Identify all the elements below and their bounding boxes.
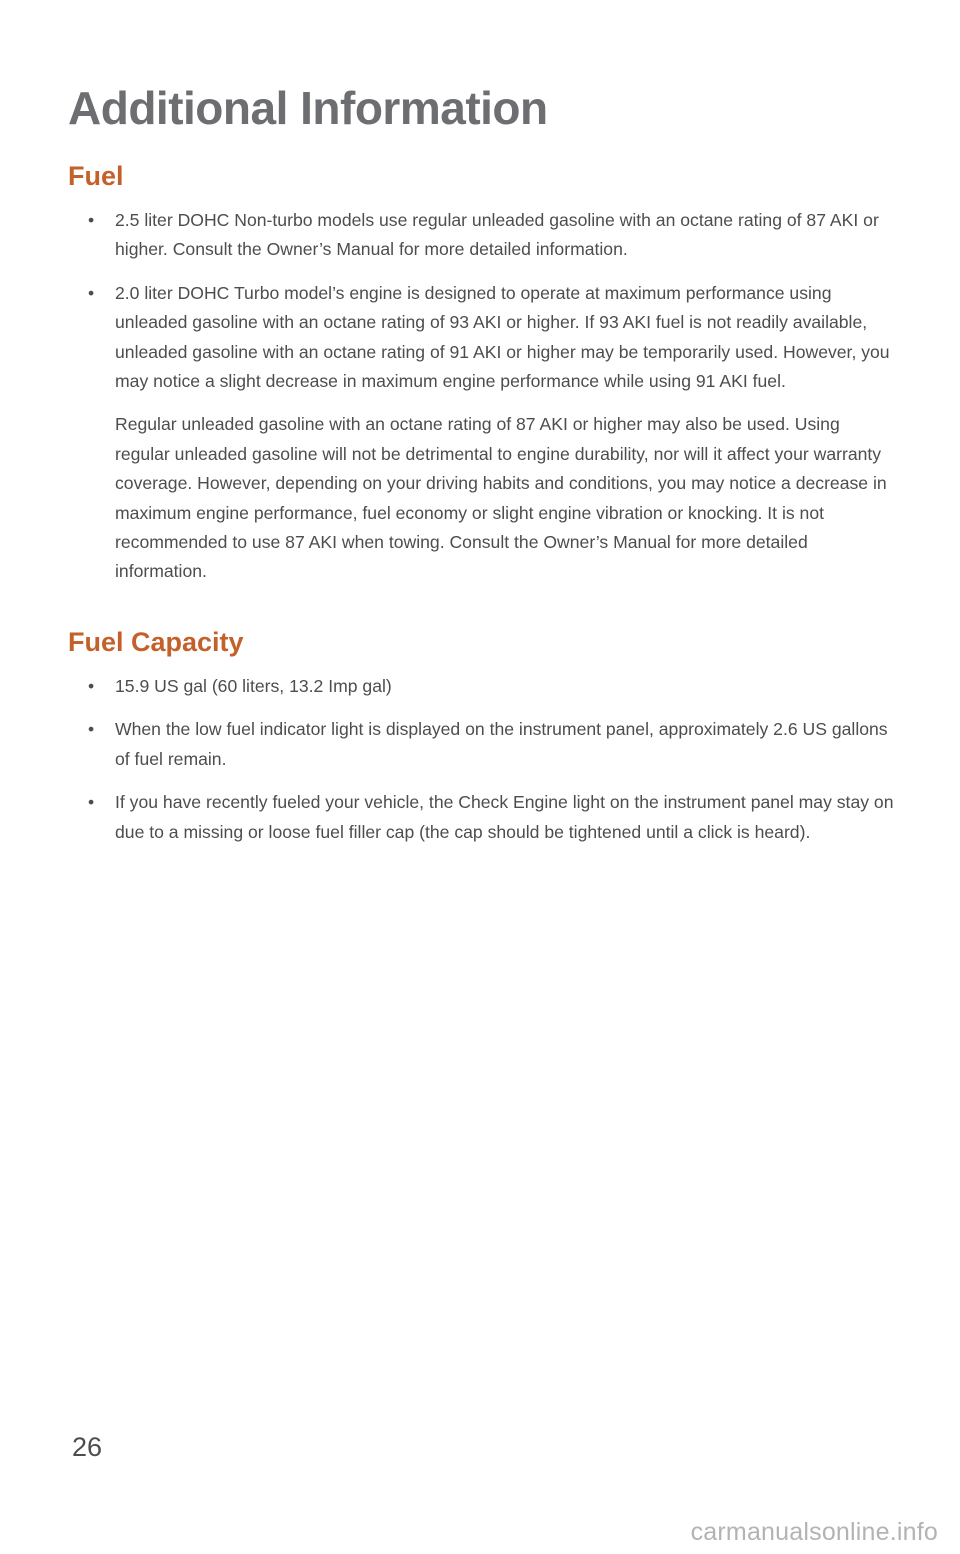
bullet-icon: •	[88, 282, 95, 303]
list-item	[68, 672, 898, 701]
watermark: carmanualsonline.info	[690, 1518, 938, 1546]
bullet-text: When the low fuel indicator light is displayed on the instrument panel, approximately 2.6 US gallons of fuel remain.	[115, 719, 888, 769]
bullet-text: 2.0 liter DOHC Turbo model’s engine is designed to operate at maximum performance using unleaded gasoline with an octane rating of 93 AKI or higher. If 93 AKI fuel is not readily available, unleaded gasoline with an octane rating of 91 AKI or higher may be temporarily used. However, you may notice a slight decrease in maximum engine performance while using 91 AKI fuel.	[115, 282, 890, 392]
bullet-icon: •	[88, 676, 95, 696]
list-item	[68, 715, 898, 774]
list-item	[68, 279, 898, 587]
bullet-icon: •	[88, 719, 95, 740]
bullet-continuation-text: Regular unleaded gasoline with an octane rating of 87 AKI or higher may also be used. Using regular unleaded gasoline will not be detrimental to engine durability, nor will it affect your warranty coverage. However, depending on your driving habits and conditions, you may notice a decrease in maximum engine performance, fuel economy or slight engine vibration or knocking. It is not recommended to use 87 AKI when towing. Consult the Owner’s Manual for more detailed information.	[115, 414, 887, 582]
page-title: Additional Information	[68, 82, 548, 134]
fuel-capacity-heading: Fuel Capacity	[68, 627, 244, 657]
bullet-icon: •	[88, 210, 95, 230]
list-item	[68, 206, 898, 265]
bullet-text: 15.9 US gal (60 liters, 13.2 Imp gal)	[115, 676, 392, 696]
bullet-icon: •	[88, 792, 95, 813]
fuel-bullet-list	[68, 206, 898, 587]
list-item	[68, 788, 898, 847]
fuel-capacity-section	[68, 624, 898, 861]
page-number: 26	[72, 1432, 103, 1462]
fuel-section	[68, 158, 898, 601]
bullet-text: If you have recently fueled your vehicle, the Check Engine light on the instrument panel may stay on due to a missing or loose fuel filler cap (the cap should be tightened until a click is heard).	[115, 792, 894, 842]
bullet-text: 2.5 liter DOHC Non-turbo models use regular unleaded gasoline with an octane rating of 87 AKI or higher. Consult the Owner’s Manual for more detailed information.	[115, 210, 879, 260]
fuel-capacity-bullet-list	[68, 672, 898, 847]
fuel-heading: Fuel	[68, 161, 124, 191]
